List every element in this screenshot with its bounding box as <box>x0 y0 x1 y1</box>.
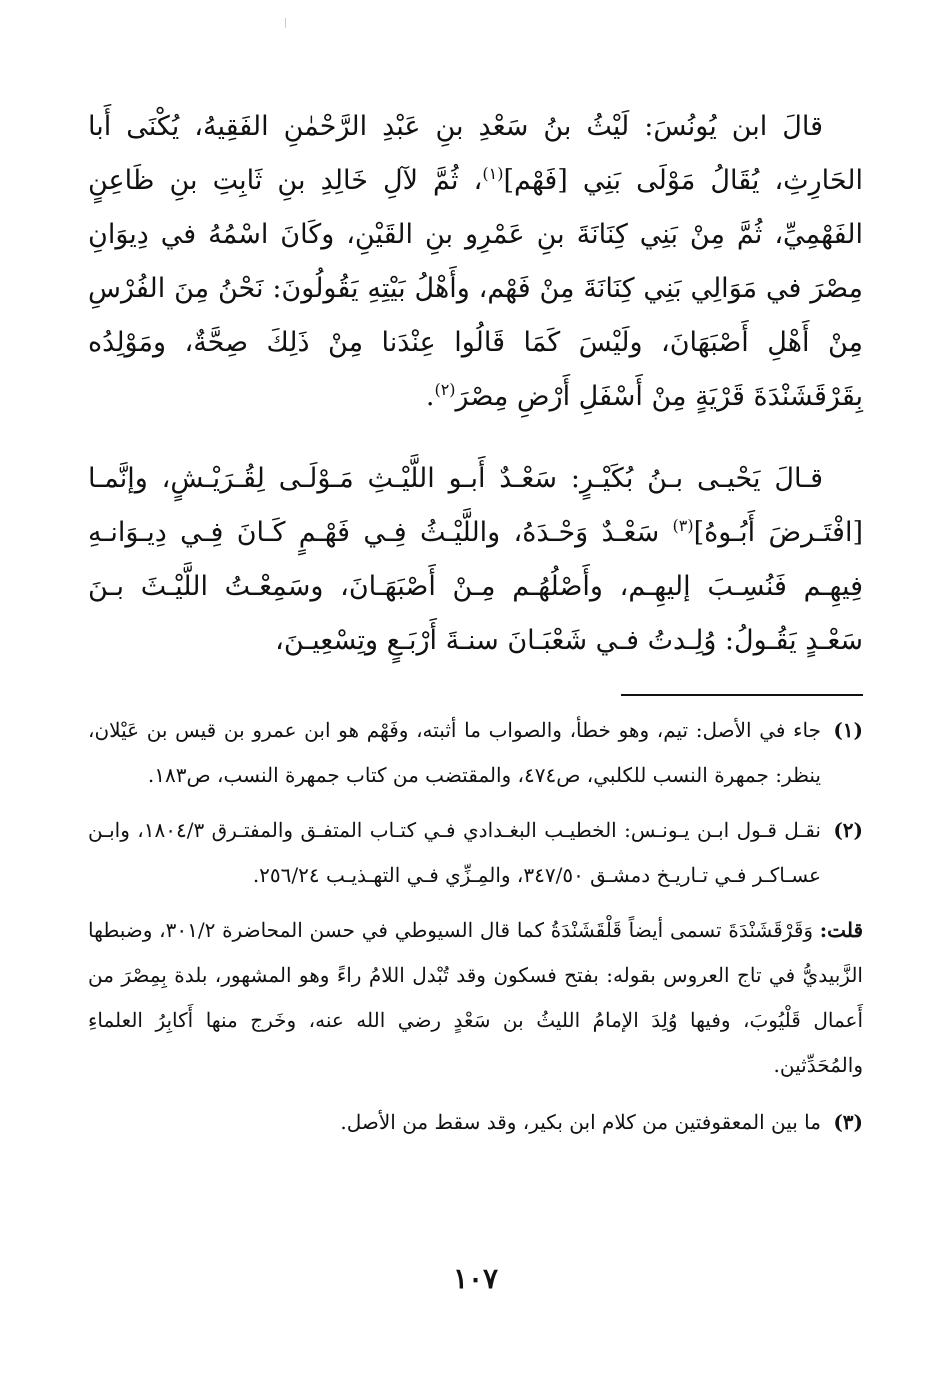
footnote-2-note-label: قلت: <box>819 918 863 942</box>
paragraph-1-part-b: ، ثُمَّ لآلِ خَالِدِ بنِ ثَابِتِ بنِ ظَاعِنٍ الفَهْمِيِّ، ثُمَّ مِنْ بَنِي كِنَانَةَ بنِ عَمْرِو بنِ القَيْنِ، وكَانَ اسْمُهُ في دِيوَانِ مِصْرَ في مَوَالِي بَنِي كِنَانَةَ مِنْ فَهْم، وأَهْلُ بَيْتِهِ يَقُولُونَ: نَحْنُ مِنَ الفُرْسِ مِنْ أَهْلِ أَصْبَهَانَ، ولَيْسَ كَمَا قَالُوا عِنْدَنا مِنْ ذَلِكَ صِحَّةٌ، ومَوْلِدُه بِقَرْقَشَنْدَةَ قَرْيَةٍ مِنْ أَسْفَلِ أَرْضِ مِصْرَ <box>88 165 863 412</box>
paragraph-1-part-a: قالَ ابن يُونُسَ: لَيْثُ بنُ سَعْدِ بنِ عَبْدِ الرَّحْمٰنِ الفَقِيهُ، يُكْنَى أَبا الحَارِثِ، يُقَالُ مَوْلَى بَنِي [فَهْم] <box>88 111 864 196</box>
footnote-2-note-text: وَقَرْقَشَنْدَةَ تسمى أيضاً قَلْقَشَنْدَةُ كما قال السيوطي في حسن المحاضرة ٣٠١/٢، وضبطها الزَّبيديُّ في تاج العروس بقوله: بفتح فسكون وقد تُبْدل اللامُ راءً وهو المشهور، بلدة بِمِصْرَ من أَعمال قَلْيُوبَ، وفيها وُلِدَ الإمامُ الليثُ بن سَعْدٍ رضي الله عنه، وخَرج منها أَكابِرُ العلماءِ والمُحَدِّثين. <box>88 918 863 1077</box>
footnote-ref-1: (١) <box>482 164 504 183</box>
paragraph-1-part-c: . <box>425 381 435 412</box>
footnote-ref-2: (٢) <box>434 380 456 399</box>
paragraph-2-part-b: سَعْـدٌ وَحْـدَهُ، واللَّيْـثُ فِـي فَهْـمٍ كَـانَ فِـي دِيـوَانـهِ فِيهِـم فَنُسِـبَ إليهِـم، وأَصْلُهُـم مِـنْ أَصْبَهَـانَ، وسَمِعْـتُ اللَّيْـثَ بـنَ سَعْـدٍ يَقُـولُ: وُلِـدتُ فـي شَعْبَـانَ سنـةَ أَرْبَـعٍ وتِسْعِيـنَ، <box>88 517 863 656</box>
footnote-text-1: جاء في الأصل: تيم، وهو خطأ، والصواب ما أثبته، وفَهْم هو ابن عمرو بن قيس بن عَيْلان، ينظر: جمهرة النسب للكلبي، ص٤٧٤، والمقتضب من كتاب جمهرة النسب، ص١٨٣. <box>88 718 821 787</box>
paragraph-1 <box>88 100 863 424</box>
footnote-text-3: ما بين المعقوفتين من كلام ابن بكير، وقد سقط من الأصل. <box>340 1110 821 1134</box>
page-number: ١٠٧ <box>452 1262 499 1295</box>
main-text-block <box>88 100 863 668</box>
footnote-3 <box>88 1100 863 1145</box>
footnote-number-2: (٢) <box>833 818 863 842</box>
footnote-text-2: نقـل قـول ابـن يـونـس: الخطيـب البغـدادي فـي كتـاب المتفـق والمفتـرق ١٨٠٤/٣، وابـن عسـاكـر فـي تـاريـخ دمشـق ٣٤٧/٥٠، والمِـزِّي فـي التهـذيـب ٢٥٦/٢٤. <box>88 818 821 887</box>
footnote-number-3: (٣) <box>833 1110 863 1134</box>
footnotes-block <box>88 708 863 1155</box>
footnote-ref-3: (٣) <box>672 516 694 535</box>
footnote-2-note <box>88 908 863 1088</box>
paragraph-2-part-a: قـالَ يَحْيـى بـنُ بُكَيْـرٍ: سَعْـدٌ أَبـو اللَّيْـثِ مَـوْلَـى لِقُـرَيْـشٍ، وإنَّمـا [افْتَـرضَ أَبُـوهُ] <box>88 463 863 548</box>
scan-artifact <box>285 18 286 28</box>
paragraph-2 <box>88 452 863 668</box>
footnote-1 <box>88 708 863 798</box>
footnote-separator <box>621 694 863 696</box>
footnote-number-1: (١) <box>833 718 863 742</box>
footnote-2 <box>88 808 863 898</box>
